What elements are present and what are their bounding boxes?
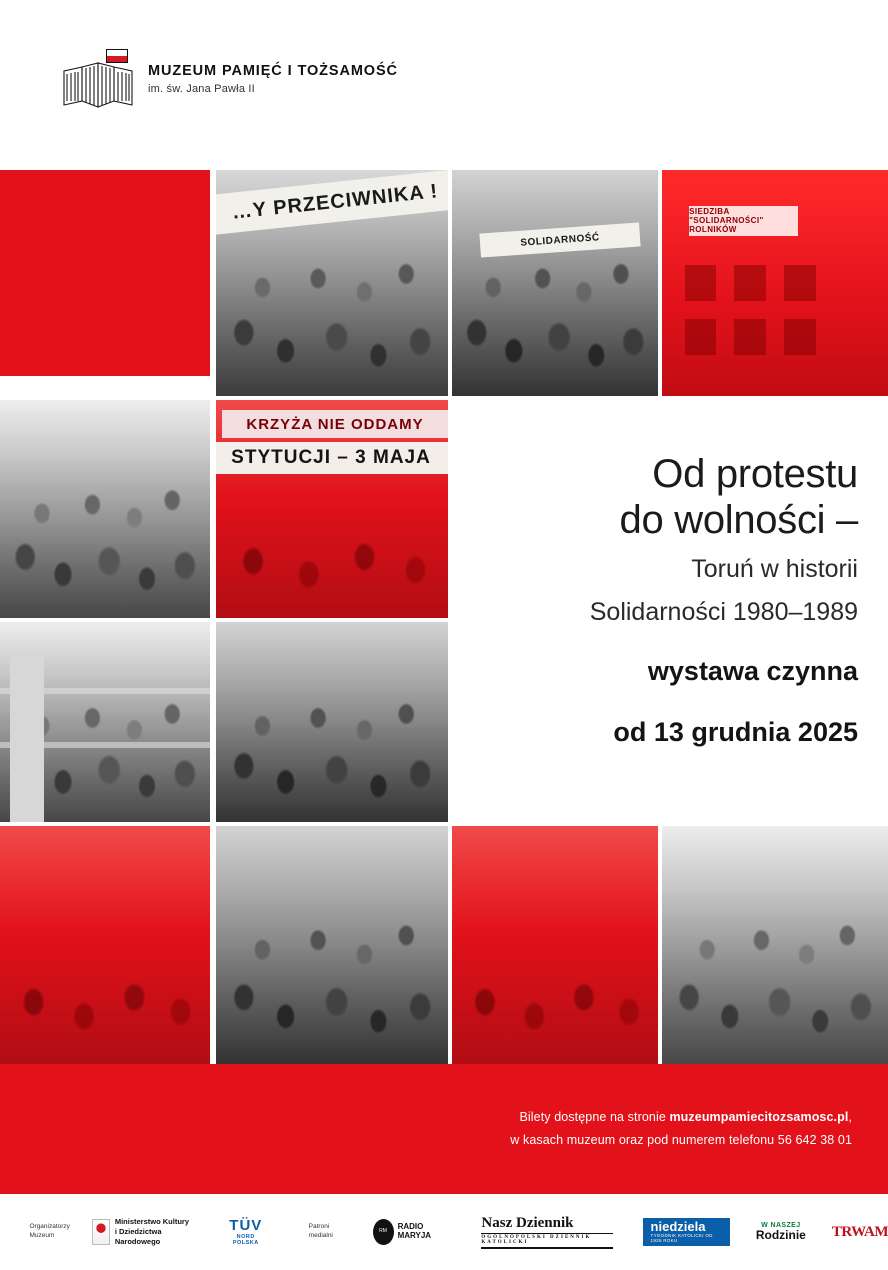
- niedziela-sub: TYGODNIK KATOLICKI OD 1926 ROKU: [650, 1233, 713, 1244]
- museum-patron: im. św. Jana Pawła II: [148, 83, 255, 96]
- partner-nasz-dziennik: [481, 1216, 612, 1249]
- photo-crowd-outdoor: [0, 400, 210, 618]
- exhibition-info-line-2: od 13 grudnia 2025: [613, 716, 858, 747]
- photo-factory-red: [0, 826, 210, 1064]
- mosaic-photo-protest-banner: [216, 170, 448, 396]
- partner-niedziela: [643, 1218, 730, 1246]
- book-glyph-icon: [62, 61, 134, 109]
- organizer-label: Organizatorzy Muzeum: [29, 1223, 70, 1239]
- wnr-top: W NASZEJ: [761, 1222, 801, 1230]
- nasz-dziennik-main: Nasz Dziennik: [481, 1214, 574, 1231]
- ministry-line-1: Ministerstwo Kultury: [114, 1216, 190, 1226]
- ticket-info-band: [0, 1064, 888, 1194]
- mosaic-photo-mass-gathering: [662, 826, 888, 1064]
- footer-partners: [0, 1194, 888, 1270]
- poster-title-block: [426, 452, 858, 749]
- ticket-line-1: [519, 1106, 852, 1129]
- radio-maryja-label: RADIO MARYJA: [397, 1222, 432, 1240]
- museum-logo-text: [148, 63, 398, 95]
- niedziela-logo: [643, 1218, 730, 1246]
- tuv-sub: NORD POLSKA: [232, 1234, 259, 1246]
- photo-hall-audience: [216, 622, 448, 822]
- w-naszej-rodzinie-logo: [756, 1222, 806, 1242]
- photo-banner-text-1: …Y PRZECIWNIKA !: [216, 170, 448, 235]
- mosaic-photo-street-march: [452, 170, 658, 396]
- exhibition-info-line-1: wystawa czynna: [647, 656, 858, 687]
- subtitle-line-2: Solidarności 1980–1989: [589, 597, 858, 626]
- mosaic-photo-hall-audience: [216, 622, 448, 822]
- photo-banner-text-4: SOLIDARNOŚĆ: [479, 222, 640, 257]
- photo-union-building: [662, 170, 888, 396]
- red-block: [0, 170, 210, 376]
- subtitle-line-1: Toruń w historii: [691, 555, 858, 584]
- photo-banner-text-2: KRZYŻA NIE ODDAMY: [222, 410, 448, 438]
- mosaic-photo-fence-crowd: [0, 622, 210, 822]
- mosaic-photo-march-red: [452, 826, 658, 1064]
- fence-overlay-icon: [0, 622, 210, 822]
- radio-maryja-icon: RM: [373, 1219, 394, 1245]
- building-sign: SIEDZIBA "SOLIDARNOŚCI" ROLNIKÓW: [689, 206, 797, 235]
- title-line-1: Od protestu: [652, 452, 858, 496]
- trwam-logo: TRWAM: [831, 1223, 888, 1240]
- ticket-website[interactable]: muzeumpamiecitozsamosc.pl: [669, 1109, 849, 1124]
- partner-radio-maryja: [373, 1219, 448, 1245]
- mosaic-photo-crowd-outdoor: [0, 400, 210, 618]
- mosaic-photo-red-banner-crowd: [216, 400, 448, 618]
- ministry-line-2: i Dziedzictwa Narodowego: [114, 1226, 162, 1247]
- photo-banner-text-3: STYTUCJI – 3 MAJA: [216, 442, 448, 474]
- partner-tuv-nord: [227, 1218, 265, 1246]
- mosaic-photo-factory-red: [0, 826, 210, 1064]
- photo-street-march: [452, 170, 658, 396]
- nasz-dziennik-logo: [481, 1216, 612, 1249]
- partner-ministry-kultury: [92, 1217, 191, 1247]
- partner-ministry-label: [115, 1217, 191, 1247]
- tuv-main: TÜV: [229, 1217, 263, 1234]
- museum-logo: [62, 49, 398, 109]
- mosaic-photo-building-red: [662, 170, 888, 396]
- poster-header: [0, 0, 888, 152]
- wnr-bottom: Rodzinie: [755, 1228, 806, 1243]
- photo-march-red: [452, 826, 658, 1064]
- partner-w-naszej-rodzinie: [756, 1222, 806, 1242]
- museum-name: MUZEUM PAMIĘĆ I TOŻSAMOŚĆ: [148, 62, 398, 79]
- mosaic-photo-seated-audience: [216, 826, 448, 1064]
- photo-seated-audience: [216, 826, 448, 1064]
- media-partners-label: Patroni medialni: [308, 1223, 333, 1239]
- mosaic-red-block-1: [0, 170, 210, 376]
- ticket-line-2: w kasach muzeum oraz pod numerem telefonu 56 642 38 01: [510, 1133, 852, 1147]
- ticket-suffix: ,: [848, 1109, 852, 1124]
- nasz-dziennik-sub: OGÓLNOPOLSKI DZIENNIK KATOLICKI: [481, 1233, 612, 1245]
- photo-mass-gathering: [662, 826, 888, 1064]
- title-line-2: do wolności –: [619, 497, 858, 542]
- niedziela-main: niedziela: [650, 1218, 706, 1234]
- partner-trwam: [832, 1224, 888, 1241]
- tuv-logo: [227, 1218, 265, 1246]
- museum-book-logo-icon: [62, 49, 134, 109]
- ticket-prefix: Bilety dostępne na stronie: [519, 1109, 670, 1124]
- polish-eagle-icon: [92, 1219, 110, 1245]
